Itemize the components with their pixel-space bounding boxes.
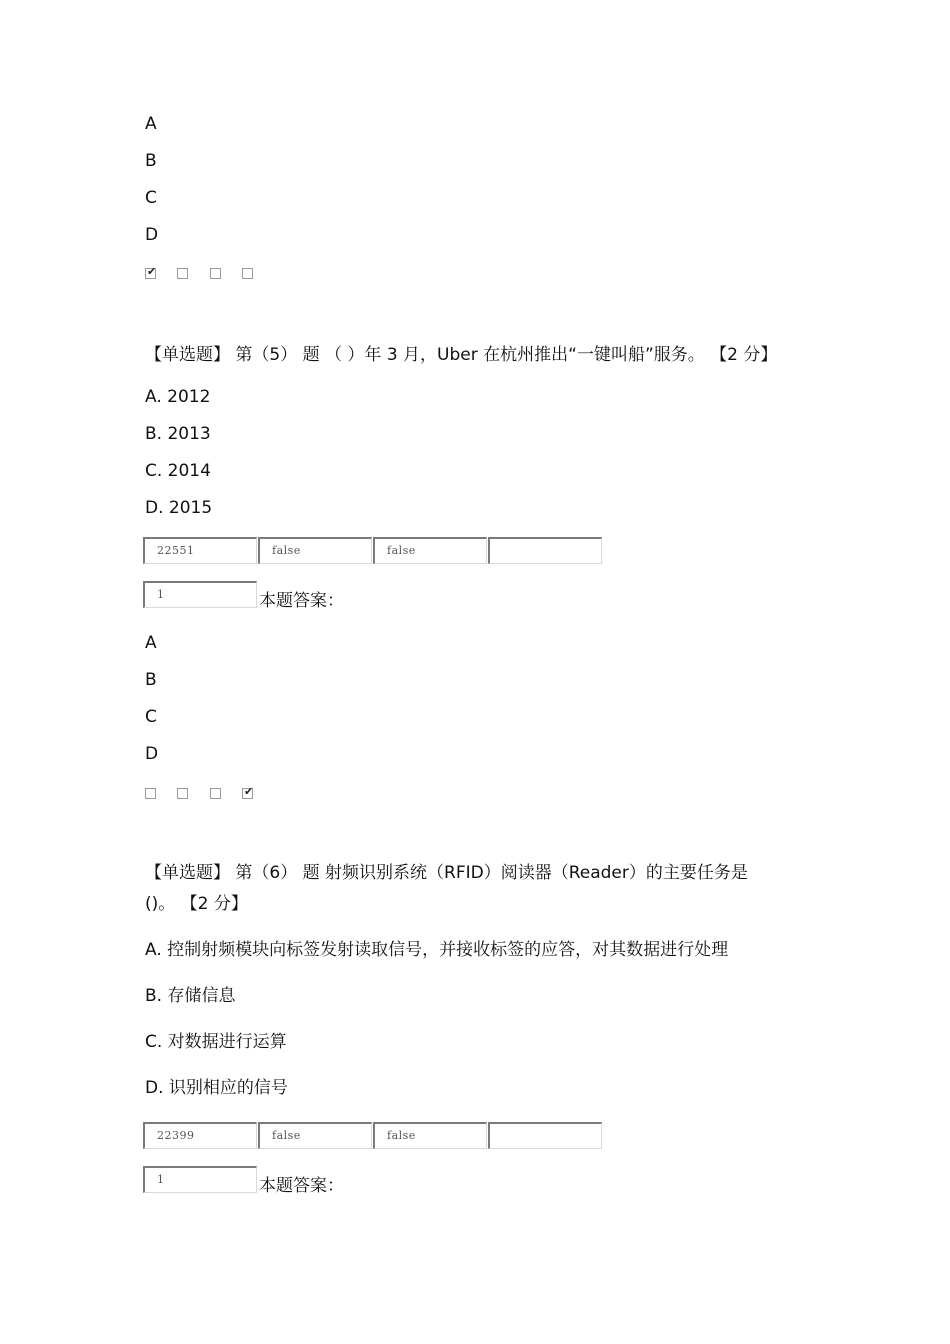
check-mark-icon: ✔	[244, 785, 254, 798]
q6-flag-field-2[interactable]: false	[373, 1122, 487, 1149]
question-6-title-line1: 【单选题】 第（6） 题 射频识别系统（RFID）阅读器（Reader）的主要任务是	[145, 863, 748, 883]
check-mark-icon: ✔	[147, 265, 157, 278]
q5-choice-c: C. 2014	[145, 461, 211, 481]
q5-id-field[interactable]: 22551	[143, 537, 257, 564]
q5-choice-b: B. 2013	[145, 424, 211, 444]
q6-id-field[interactable]: 22399	[143, 1122, 257, 1149]
q5-answer-field[interactable]: 1	[143, 581, 257, 608]
q6-choice-b: B. 存储信息	[145, 986, 236, 1006]
q5-checkbox-b[interactable]	[177, 788, 188, 799]
q5-flag-field-2[interactable]: false	[373, 537, 487, 564]
question-6-title-line2: ()。 【2 分】	[145, 894, 248, 914]
q5-option-label-d: D	[145, 744, 159, 764]
checkbox-a[interactable]	[145, 265, 157, 279]
q5-empty-field[interactable]	[488, 537, 602, 564]
option-label-a: A	[145, 114, 157, 134]
q5-option-label-b: B	[145, 670, 157, 690]
option-label-b: B	[145, 151, 157, 171]
q6-answer-label: 本题答案：	[259, 1176, 344, 1196]
q5-flag-field-1[interactable]: false	[258, 537, 372, 564]
checkbox-c[interactable]	[210, 268, 221, 279]
checkbox-d[interactable]	[242, 268, 253, 279]
q5-checkbox-d[interactable]	[242, 785, 254, 799]
q6-answer-field[interactable]: 1	[143, 1166, 257, 1193]
option-label-c: C	[145, 188, 157, 208]
q5-checkbox-c[interactable]	[210, 788, 221, 799]
q6-empty-field[interactable]	[488, 1122, 602, 1149]
q6-choice-d: D. 识别相应的信号	[145, 1078, 288, 1098]
q5-answer-label: 本题答案：	[259, 591, 344, 611]
q5-option-label-a: A	[145, 633, 157, 653]
question-5-title: 【单选题】 第（5） 题 （ ）年 3 月，Uber 在杭州推出“一键叫船”服务。 【2 分】	[145, 345, 778, 365]
q5-checkbox-a[interactable]	[145, 788, 156, 799]
q5-choice-d: D. 2015	[145, 498, 213, 518]
q6-flag-field-1[interactable]: false	[258, 1122, 372, 1149]
q5-option-label-c: C	[145, 707, 157, 727]
q6-choice-c: C. 对数据进行运算	[145, 1032, 287, 1052]
q6-choice-a: A. 控制射频模块向标签发射读取信号，并接收标签的应答，对其数据进行处理	[145, 940, 729, 960]
q5-choice-a: A. 2012	[145, 387, 211, 407]
option-label-d: D	[145, 225, 159, 245]
checkbox-b[interactable]	[177, 268, 188, 279]
